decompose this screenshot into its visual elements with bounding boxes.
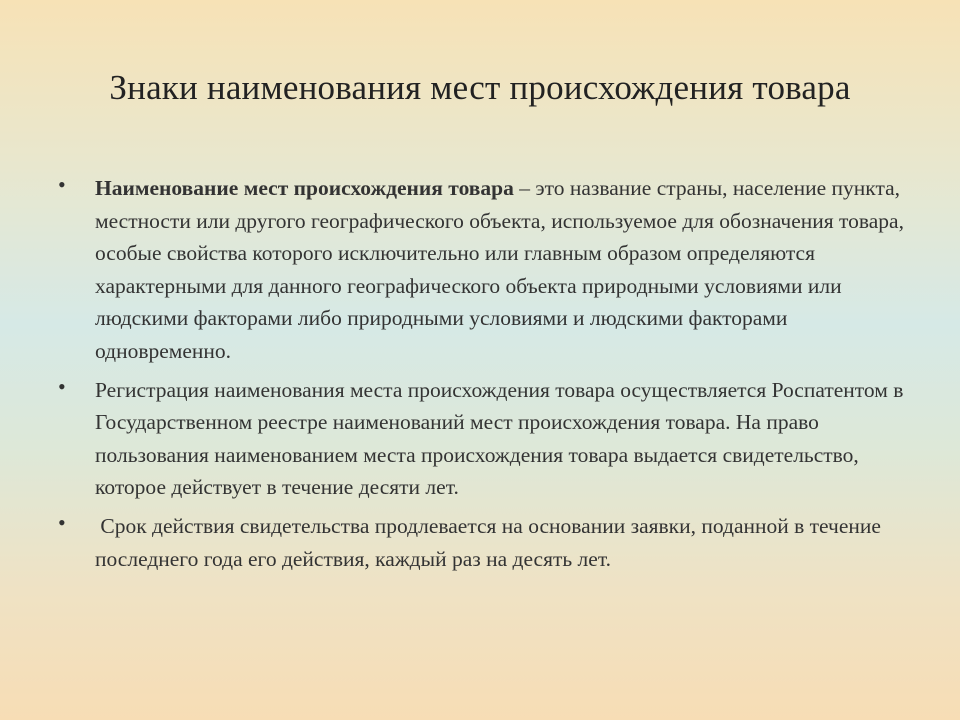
renewal-text: Срок действия свидетельства продлевается на основании заявки, поданной в течение последнего года его действия, каждый раз на десять лет. bbox=[95, 513, 887, 571]
bullet-item-definition bbox=[58, 172, 908, 368]
slide-title: Знаки наименования мест происхождения товара bbox=[109, 68, 851, 107]
bullet-icon: • bbox=[58, 509, 66, 535]
bullet-icon: • bbox=[58, 172, 66, 197]
bullet-list bbox=[58, 172, 908, 575]
bullet-item-renewal bbox=[58, 510, 908, 575]
registration-text: Регистрация наименования места происхождения товара осуществляется Роспатентом в Государственном реестре наименований мест происхождения товара. На право пользования наименованием места происхождения товара выдается свидетельство, которое действует в течение десяти лет. bbox=[95, 377, 904, 500]
definition-text: – это название страны, население пункта, местности или другого географического объекта, используемое для обозначения товара, особые свойства которого исключительно или главным образом определяются характерными для данного географического объекта природными условиями или людскими факторами либо природными условиями и людскими факторами одновременно. bbox=[95, 176, 904, 363]
bullet-icon: • bbox=[58, 373, 66, 399]
bullet-item-registration bbox=[58, 374, 908, 504]
definition-term: Наименование мест происхождения товара bbox=[95, 176, 514, 200]
